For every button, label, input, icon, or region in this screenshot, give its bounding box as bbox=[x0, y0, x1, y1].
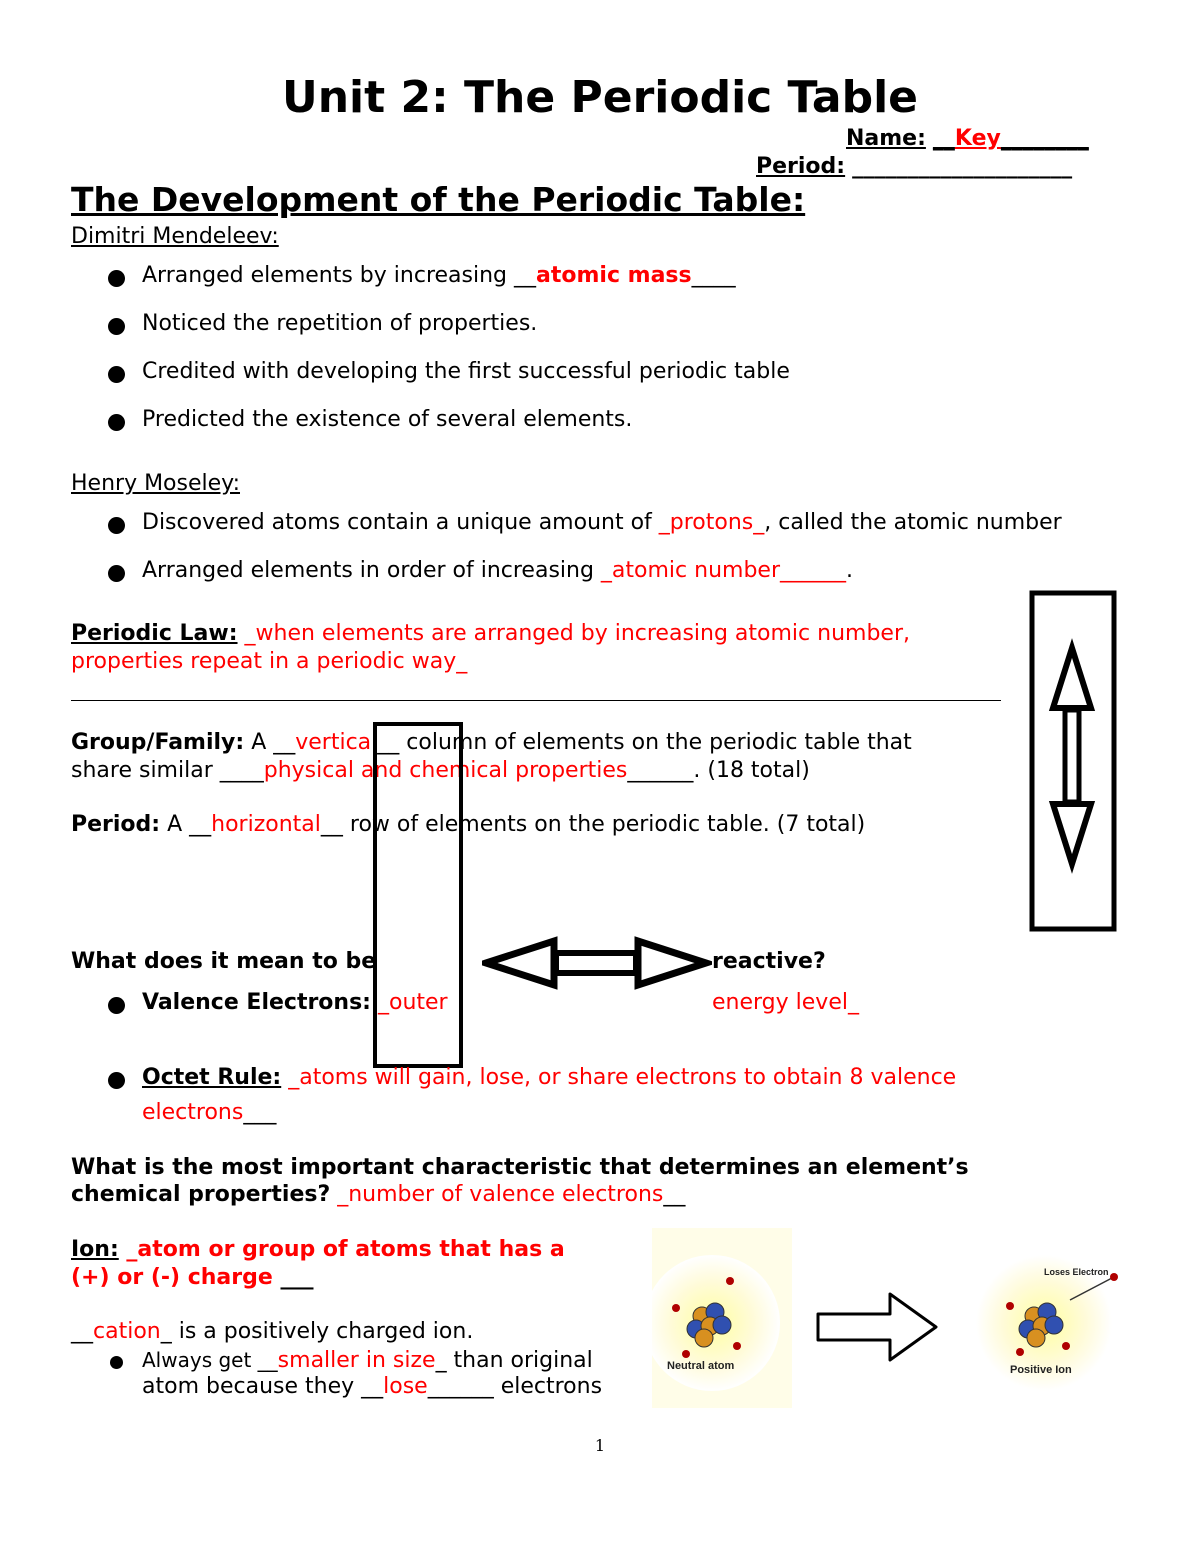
bullet-icon bbox=[108, 565, 125, 582]
bullet-icon bbox=[108, 414, 125, 431]
text: A __ bbox=[244, 730, 296, 755]
cation-line bbox=[71, 1319, 473, 1344]
reactive-question-right: reactive? bbox=[712, 949, 826, 974]
mendeleev-bullet-4: Predicted the existence of several elements. bbox=[142, 407, 633, 432]
group-label: Group/Family: bbox=[71, 730, 245, 755]
text: ____ bbox=[691, 263, 736, 288]
characteristic-question-2 bbox=[71, 1182, 685, 1207]
section-title: The Development of the Periodic Table: bbox=[71, 180, 806, 219]
bullet-icon bbox=[108, 270, 125, 287]
octet-rule-line-1 bbox=[142, 1065, 956, 1090]
moseley-heading: Henry Moseley: bbox=[71, 471, 240, 496]
loses-electron-label: Loses Electron bbox=[1044, 1267, 1109, 1277]
moseley-bullet-1 bbox=[142, 510, 1062, 535]
text: Arranged elements in order of increasing bbox=[142, 558, 601, 583]
reactive-question-left: What does it mean to be bbox=[71, 949, 377, 974]
divider-line bbox=[71, 700, 1001, 701]
ion-line-1 bbox=[71, 1237, 565, 1262]
answer-properties: physical and chemical properties bbox=[263, 758, 628, 783]
bullet-icon bbox=[108, 318, 125, 335]
period-blank: ____________________ bbox=[852, 154, 1073, 179]
mendeleev-bullet-3: Credited with developing the first successful periodic table bbox=[142, 359, 790, 384]
octet-blank: ___ bbox=[243, 1100, 277, 1125]
period-definition bbox=[71, 812, 865, 837]
periodic-law-line-2: properties repeat in a periodic way_ bbox=[71, 649, 468, 674]
text: Arranged elements by increasing __ bbox=[142, 263, 536, 288]
bullet-icon bbox=[108, 366, 125, 383]
moseley-bullet-2 bbox=[142, 558, 853, 583]
octet-answer-1: _atoms will gain, lose, or share electrons to obtain 8 valence bbox=[281, 1065, 957, 1090]
horizontal-double-arrow-icon bbox=[482, 935, 712, 991]
ion-blank: ___ bbox=[280, 1265, 314, 1290]
answer-smaller: smaller in size bbox=[277, 1348, 436, 1373]
text: __ column of elements on the periodic table that bbox=[377, 730, 912, 755]
answer-protons: _protons_ bbox=[658, 510, 765, 535]
bullet-icon bbox=[108, 997, 125, 1014]
bullet-icon bbox=[108, 517, 125, 534]
valence-label: Valence Electrons: bbox=[142, 990, 371, 1015]
answer-horizontal: horizontal bbox=[211, 812, 321, 837]
answer-cation: cation bbox=[93, 1319, 161, 1344]
text: __ row of elements on the periodic table. (7 total) bbox=[320, 812, 866, 837]
positive-ion-label: Positive Ion bbox=[1010, 1364, 1072, 1376]
answer-outer: _outer bbox=[377, 990, 448, 1015]
cation-bullet-1 bbox=[142, 1348, 593, 1373]
text: Always get __ bbox=[142, 1348, 278, 1372]
ion-line-2 bbox=[71, 1265, 313, 1290]
octet-rule-line-2 bbox=[142, 1100, 276, 1125]
period-def-label: Period: bbox=[71, 812, 161, 837]
answer-valence-electrons: _number of valence electrons bbox=[330, 1182, 664, 1207]
name-label: Name: bbox=[846, 126, 926, 151]
period-label: Period: bbox=[756, 154, 846, 179]
vertical-double-arrow-icon bbox=[1029, 590, 1117, 932]
text: ______ electrons bbox=[427, 1374, 603, 1399]
period-line bbox=[756, 154, 1072, 179]
mendeleev-heading: Dimitri Mendeleev: bbox=[71, 224, 279, 249]
text: share similar ____ bbox=[71, 758, 264, 783]
text: atom because they __ bbox=[142, 1374, 384, 1399]
ion-label: Ion: bbox=[71, 1237, 119, 1262]
text: ______. (18 total) bbox=[627, 758, 810, 783]
mendeleev-bullet-2: Noticed the repetition of properties. bbox=[142, 311, 538, 336]
text: A __ bbox=[160, 812, 212, 837]
text: _ is a positively charged ion. bbox=[160, 1319, 474, 1344]
ion-answer-1: _atom or group of atoms that has a bbox=[118, 1237, 565, 1262]
characteristic-q2: chemical properties? bbox=[71, 1182, 331, 1207]
periodic-law-answer-1: _when elements are arranged by increasing atomic number, bbox=[237, 621, 910, 646]
vertical-column-rectangle-icon bbox=[373, 722, 463, 1068]
characteristic-question-1: What is the most important characteristic that determines an element’s bbox=[71, 1155, 969, 1180]
bullet-icon bbox=[110, 1356, 123, 1369]
mendeleev-bullet-1 bbox=[142, 263, 736, 288]
answer-energy-level: energy level_ bbox=[712, 990, 859, 1015]
answer-atomic-number: _atomic number______ bbox=[600, 558, 846, 583]
valence-electrons bbox=[142, 990, 448, 1015]
text: , called the atomic number bbox=[764, 510, 1062, 535]
periodic-law-line-1 bbox=[71, 621, 910, 646]
text: Discovered atoms contain a unique amount of bbox=[142, 510, 659, 535]
text: __ bbox=[71, 1319, 93, 1344]
text: _ than original bbox=[435, 1348, 593, 1373]
neutral-atom-label: Neutral atom bbox=[667, 1360, 735, 1372]
answer-lose: lose bbox=[383, 1374, 428, 1399]
right-arrow-icon bbox=[818, 1294, 936, 1360]
characteristic-blank: __ bbox=[663, 1182, 686, 1207]
cation-bullet-2 bbox=[142, 1374, 602, 1399]
answer-atomic-mass: atomic mass bbox=[536, 263, 692, 288]
name-suffix: ________ bbox=[1000, 126, 1089, 151]
text: . bbox=[845, 558, 853, 583]
group-line-1 bbox=[71, 730, 912, 755]
periodic-law-label: Periodic Law: bbox=[71, 621, 238, 646]
octet-label: Octet Rule: bbox=[142, 1065, 282, 1090]
ion-answer-2: (+) or (-) charge bbox=[71, 1265, 281, 1290]
name-line bbox=[846, 126, 1089, 151]
name-value: Key bbox=[954, 126, 1001, 151]
ion-formation-diagram bbox=[652, 1228, 1150, 1408]
octet-answer-2: electrons bbox=[142, 1100, 244, 1125]
answer-vertical: vertical bbox=[295, 730, 378, 755]
bullet-icon bbox=[108, 1072, 125, 1089]
name-prefix: __ bbox=[932, 126, 955, 151]
page-number: 1 bbox=[594, 1436, 606, 1455]
document-title: Unit 2: The Periodic Table bbox=[281, 72, 919, 123]
